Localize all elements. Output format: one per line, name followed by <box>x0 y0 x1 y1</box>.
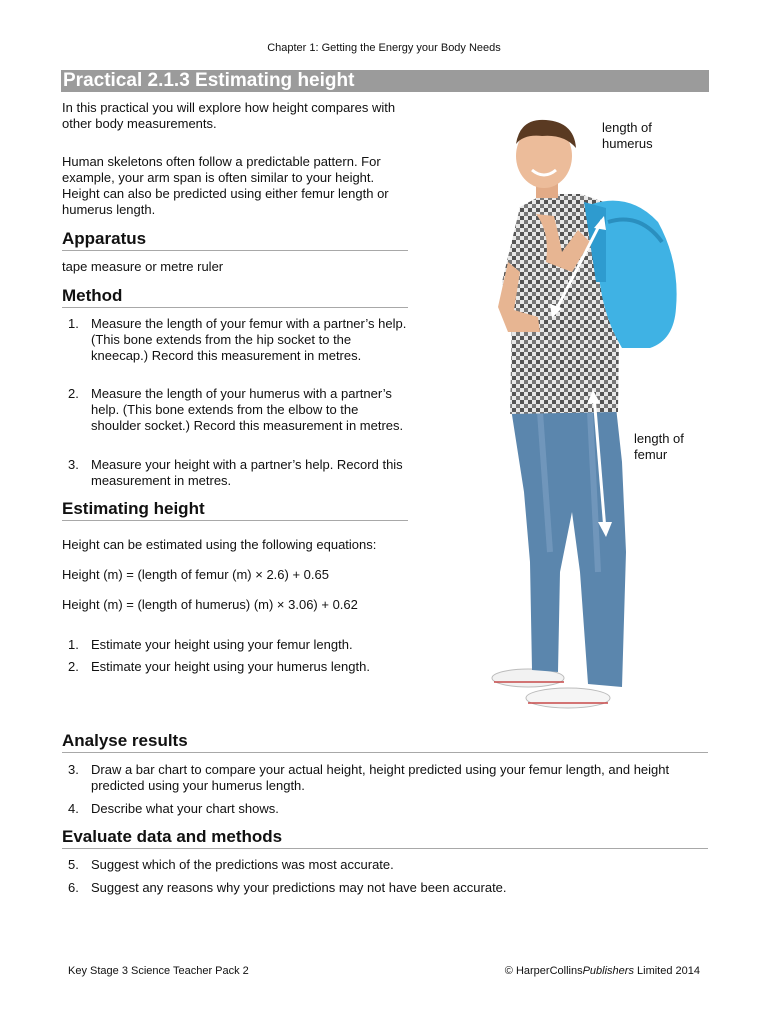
femur-equation: Height (m) = (length of femur (m) × 2.6) + 0.65 <box>62 567 329 582</box>
step-number: 3. <box>68 457 79 472</box>
step-text: Estimate your height using your humerus length. <box>91 659 370 674</box>
step-text: Draw a bar chart to compare your actual height, height predicted using your femur length, and height predicted using your humerus length. <box>91 762 670 793</box>
analyse-heading: Analyse results <box>62 731 708 753</box>
evaluate-heading: Evaluate data and methods <box>62 827 708 849</box>
student-figure <box>480 112 700 737</box>
intro-paragraph-1: In this practical you will explore how height compares with other body measurements. <box>62 100 396 131</box>
step-number: 5. <box>68 857 79 872</box>
method-heading: Method <box>62 286 408 308</box>
step-text: Estimate your height using your femur length. <box>91 637 353 652</box>
apparatus-heading: Apparatus <box>62 229 408 251</box>
femur-label: length of femur <box>634 431 684 462</box>
step-text: Measure the length of your humerus with a partner’s help. (This bone extends from the elbow to the shoulder socket.) Record this measurement in metres. <box>91 386 404 433</box>
step-text: Measure your height with a partner’s help. Record this measurement in metres. <box>91 457 403 488</box>
step-number: 1. <box>68 637 79 652</box>
step-text: Suggest any reasons why your predictions may not have been accurate. <box>91 880 507 895</box>
step-text: Describe what your chart shows. <box>91 801 279 816</box>
humerus-equation: Height (m) = (length of humerus) (m) × 3.06) + 0.62 <box>62 597 358 612</box>
step-number: 2. <box>68 659 79 674</box>
step-number: 1. <box>68 316 79 331</box>
step-number: 6. <box>68 880 79 895</box>
estimating-intro: Height can be estimated using the following equations: <box>62 537 377 552</box>
footer-right <box>505 965 700 977</box>
humerus-label: length of humerus <box>602 120 653 151</box>
copyright-suffix: Limited 2014 <box>633 965 700 977</box>
apparatus-text: tape measure or metre ruler <box>62 259 224 274</box>
copyright-prefix: © HarperCollins <box>504 965 583 977</box>
chapter-header: Chapter 1: Getting the Energy your Body Needs <box>267 42 501 54</box>
footer-left: Key Stage 3 Science Teacher Pack 2 <box>68 965 249 977</box>
step-number: 3. <box>68 762 79 777</box>
estimating-heading: Estimating height <box>62 499 408 521</box>
step-number: 2. <box>68 386 79 401</box>
page-title: Practical 2.1.3 Estimating height <box>61 70 709 92</box>
step-text: Suggest which of the predictions was most accurate. <box>91 857 394 872</box>
copyright-publishers: Publishers <box>582 965 634 977</box>
step-number: 4. <box>68 801 79 816</box>
step-text: Measure the length of your femur with a partner’s help. (This bone extends from the hip socket to the kneecap.) Record this measurement in metres. <box>91 316 407 363</box>
intro-paragraph-2: Human skeletons often follow a predictable pattern. For example, your arm span is often similar to your height. Height can also be predicted using either femur length or humerus length. <box>62 154 389 217</box>
